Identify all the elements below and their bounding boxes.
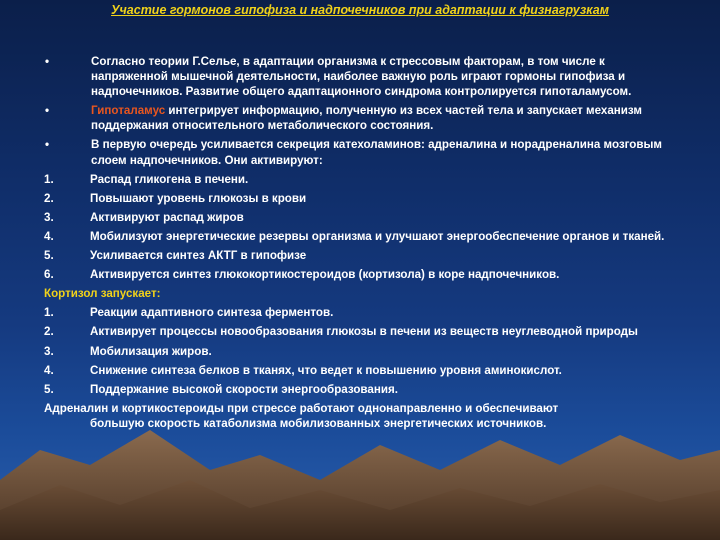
list-text: Активируется синтез глюкокортикостероидов (кортизола) в коре надпочечников.	[90, 268, 560, 282]
list-number: 2.	[44, 191, 54, 205]
list-number: 3.	[44, 210, 54, 224]
slide-content	[44, 54, 684, 435]
list-text: Повышают уровень глюкозы в крови	[90, 191, 307, 205]
slide-title: Участие гормонов гипофиза и надпочечников при адаптации к физнагрузкам	[111, 3, 609, 17]
list-text: Снижение синтеза белков в тканях, что ведет к повышению уровня аминокислот.	[90, 363, 562, 377]
list-text: Реакции адаптивного синтеза ферментов.	[90, 306, 334, 320]
bullet-text	[91, 103, 684, 133]
list-number: 1.	[44, 172, 54, 186]
bullet-text: В первую очередь усиливается секреция катехоламинов: адреналина и норадреналина мозговым слоем надпочечников. Они активируют:	[91, 138, 662, 167]
list-text: Поддержание высокой скорости энергообразования.	[90, 382, 398, 396]
list-item	[44, 191, 684, 206]
conclusion-line-2: большую скорость катаболизма мобилизованных энергетических источников.	[90, 416, 547, 430]
list-number: 1.	[44, 306, 54, 320]
list-text: Активирует процессы новообразования глюкозы в печени из веществ неуглеводной природы	[90, 325, 638, 339]
bullet-item	[44, 54, 684, 99]
list-number: 4.	[44, 229, 54, 243]
cortisol-heading: Кортизол запускает:	[44, 287, 161, 301]
list-text: Усиливается синтез АКТГ в гипофизе	[90, 249, 307, 263]
list-number: 5.	[44, 249, 54, 263]
list-item	[44, 172, 684, 187]
list-item	[44, 305, 684, 320]
list-number: 3.	[44, 344, 54, 358]
list-text: Мобилизуют энергетические резервы организма и улучшают энергообеспечение органов и тканей.	[90, 229, 665, 243]
bullet-text-rest: интегрирует информацию, полученную из всех частей тела и запускает механизм поддержания относительного метаболического состояния.	[91, 104, 642, 133]
bullet-marker: •	[45, 104, 50, 118]
bullet-item	[44, 103, 684, 133]
list-item	[44, 344, 684, 359]
bullet-item	[44, 137, 684, 167]
bullet-marker: •	[45, 138, 50, 152]
list-text: Распад гликогена в печени.	[90, 172, 249, 186]
list-number: 5.	[44, 382, 54, 396]
list-item	[44, 363, 684, 378]
list-item	[44, 267, 684, 282]
list-text: Мобилизация жиров.	[90, 344, 212, 358]
list-number: 2.	[44, 325, 54, 339]
bullet-marker: •	[45, 55, 50, 68]
conclusion	[44, 401, 684, 431]
list-item	[44, 229, 684, 244]
hypothalamus-highlight: Гипоталамус	[91, 104, 166, 118]
list-item	[44, 248, 684, 263]
list-item	[44, 210, 684, 225]
list-item	[44, 382, 684, 397]
conclusion-line-1: Адреналин и кортикостероиды при стрессе работают однонаправленно и обеспечивают	[44, 401, 559, 415]
list-text: Активируют распад жиров	[90, 210, 244, 224]
list-number: 6.	[44, 268, 54, 282]
list-item	[44, 324, 684, 339]
bullet-text: Согласно теории Г.Селье, в адаптации организма к стрессовым факторам, в том числе к напряженной мышечной деятельности, наиболее важную роль играют гормоны гипофиза и надпочечников. Развитие общего адаптационного синдрома контролируется гипоталамусом.	[91, 55, 632, 99]
list-number: 4.	[44, 363, 54, 377]
